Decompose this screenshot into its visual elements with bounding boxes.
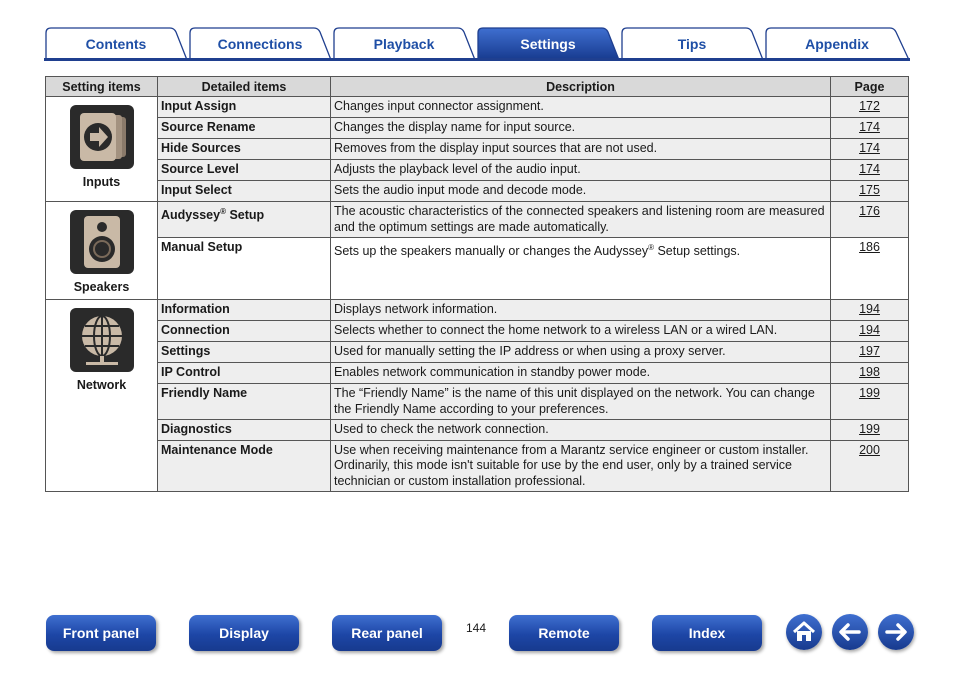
front-panel-button[interactable]: Front panel xyxy=(46,615,156,651)
setup-text: Setup xyxy=(225,208,265,222)
group-label-network: Network xyxy=(76,378,127,392)
remote-button[interactable]: Remote xyxy=(509,615,619,651)
page-link[interactable]: 175 xyxy=(859,183,880,197)
home-icon xyxy=(786,614,822,650)
registered-mark: ® xyxy=(220,207,226,216)
table-row xyxy=(46,420,909,441)
page-link-cell xyxy=(831,202,909,238)
speaker-icon xyxy=(70,210,134,274)
home-button[interactable] xyxy=(786,614,822,650)
page-link[interactable]: 176 xyxy=(859,204,880,218)
table-row xyxy=(46,363,909,384)
detail-connection: Connection xyxy=(158,321,331,342)
page-link[interactable]: 199 xyxy=(859,422,880,436)
table-row xyxy=(46,440,909,492)
table-row xyxy=(46,118,909,139)
audyssey-text: Audyssey xyxy=(161,208,221,222)
tab-playback[interactable]: Playback xyxy=(332,27,476,60)
forward-button[interactable] xyxy=(878,614,914,650)
desc-information: Displays network information. xyxy=(331,300,831,321)
index-button[interactable]: Index xyxy=(652,615,762,651)
desc-manual-setup xyxy=(331,238,831,300)
back-button[interactable] xyxy=(832,614,868,650)
page-link[interactable]: 172 xyxy=(859,99,880,113)
tab-appendix[interactable]: Appendix xyxy=(764,27,910,60)
settings-table xyxy=(45,76,909,492)
group-inputs xyxy=(46,97,158,202)
page-link-cell xyxy=(831,160,909,181)
input-arrow-icon xyxy=(70,105,134,169)
desc-friendly-name: The “Friendly Name” is the name of this unit displayed on the network. You can change the Friendly Name according to your preferences. xyxy=(331,384,831,420)
desc-ip-control: Enables network communication in standby power mode. xyxy=(331,363,831,384)
desc-settings: Used for manually setting the IP address or when using a proxy server. xyxy=(331,342,831,363)
detail-ip-control: IP Control xyxy=(158,363,331,384)
page-link-cell xyxy=(831,342,909,363)
tab-underline xyxy=(44,58,910,61)
desc-source-level: Adjusts the playback level of the audio input. xyxy=(331,160,831,181)
desc-input-select: Sets the audio input mode and decode mode. xyxy=(331,181,831,202)
top-tab-bar xyxy=(44,27,910,61)
page-link-cell xyxy=(831,363,909,384)
registered-mark: ® xyxy=(648,243,654,252)
table-row xyxy=(46,321,909,342)
page-link[interactable]: 194 xyxy=(859,323,880,337)
page-link[interactable]: 199 xyxy=(859,386,880,400)
table-row xyxy=(46,97,909,118)
page-link-cell xyxy=(831,97,909,118)
table-row xyxy=(46,160,909,181)
detail-input-assign: Input Assign xyxy=(158,97,331,118)
header-setting-items: Setting items xyxy=(46,77,158,97)
page-link-cell xyxy=(831,384,909,420)
table-row xyxy=(46,238,909,300)
page-link-cell xyxy=(831,440,909,492)
table-row xyxy=(46,384,909,420)
page-link[interactable]: 198 xyxy=(859,365,880,379)
detail-friendly-name: Friendly Name xyxy=(158,384,331,420)
desc-hide-sources: Removes from the display input sources that are not used. xyxy=(331,139,831,160)
table-row xyxy=(46,181,909,202)
group-label-inputs: Inputs xyxy=(82,175,121,189)
detail-source-rename: Source Rename xyxy=(158,118,331,139)
page-number: 144 xyxy=(466,621,487,635)
desc-diagnostics: Used to check the network connection. xyxy=(331,420,831,441)
page-link[interactable]: 197 xyxy=(859,344,880,358)
manual-desc-tail: Setup settings. xyxy=(653,244,741,258)
desc-maintenance-mode: Use when receiving maintenance from a Marantz service engineer or custom installer. Ordinarily, this mode isn't suitable for use by the end user, only by a trained service technician or custom installation professional. xyxy=(331,440,831,492)
table-row xyxy=(46,139,909,160)
page-link-cell xyxy=(831,321,909,342)
detail-hide-sources: Hide Sources xyxy=(158,139,331,160)
tab-settings[interactable]: Settings xyxy=(476,27,620,60)
table-row xyxy=(46,202,909,238)
detail-audyssey-setup xyxy=(158,202,331,238)
desc-audyssey-setup: The acoustic characteristics of the connected speakers and listening room are measured and the optimum settings are made automatically. xyxy=(331,202,831,238)
globe-network-icon xyxy=(70,308,134,372)
page-link-cell xyxy=(831,181,909,202)
arrow-right-icon xyxy=(878,614,914,650)
detail-input-select: Input Select xyxy=(158,181,331,202)
desc-input-assign: Changes input connector assignment. xyxy=(331,97,831,118)
detail-information: Information xyxy=(158,300,331,321)
tab-contents[interactable]: Contents xyxy=(44,27,188,60)
header-description: Description xyxy=(331,77,831,97)
header-detailed-items: Detailed items xyxy=(158,77,331,97)
detail-manual-setup: Manual Setup xyxy=(158,238,331,300)
page-link[interactable]: 174 xyxy=(859,120,880,134)
page-link-cell xyxy=(831,238,909,300)
tab-tips[interactable]: Tips xyxy=(620,27,764,60)
tab-connections[interactable]: Connections xyxy=(188,27,332,60)
header-page: Page xyxy=(831,77,909,97)
page-link[interactable]: 200 xyxy=(859,442,880,457)
page-link[interactable]: 194 xyxy=(859,302,880,316)
group-network xyxy=(46,300,158,492)
manual-desc-text: Sets up the speakers manually or changes the Audyssey xyxy=(334,244,649,258)
page-link[interactable]: 186 xyxy=(859,240,880,254)
display-button[interactable]: Display xyxy=(189,615,299,651)
detail-maintenance-mode: Maintenance Mode xyxy=(158,440,331,492)
rear-panel-button[interactable]: Rear panel xyxy=(332,615,442,651)
desc-connection: Selects whether to connect the home network to a wireless LAN or a wired LAN. xyxy=(331,321,831,342)
detail-source-level: Source Level xyxy=(158,160,331,181)
table-row xyxy=(46,342,909,363)
page-link[interactable]: 174 xyxy=(859,162,880,176)
page-link-cell xyxy=(831,300,909,321)
page-link-cell xyxy=(831,139,909,160)
desc-source-rename: Changes the display name for input source. xyxy=(331,118,831,139)
arrow-left-icon xyxy=(832,614,868,650)
page-link[interactable]: 174 xyxy=(859,141,880,155)
page-link-cell xyxy=(831,420,909,441)
detail-diagnostics: Diagnostics xyxy=(158,420,331,441)
detail-settings: Settings xyxy=(158,342,331,363)
table-header-row xyxy=(46,77,909,97)
group-label-speakers: Speakers xyxy=(73,280,130,294)
group-speakers xyxy=(46,202,158,300)
table-row xyxy=(46,300,909,321)
page-link-cell xyxy=(831,118,909,139)
